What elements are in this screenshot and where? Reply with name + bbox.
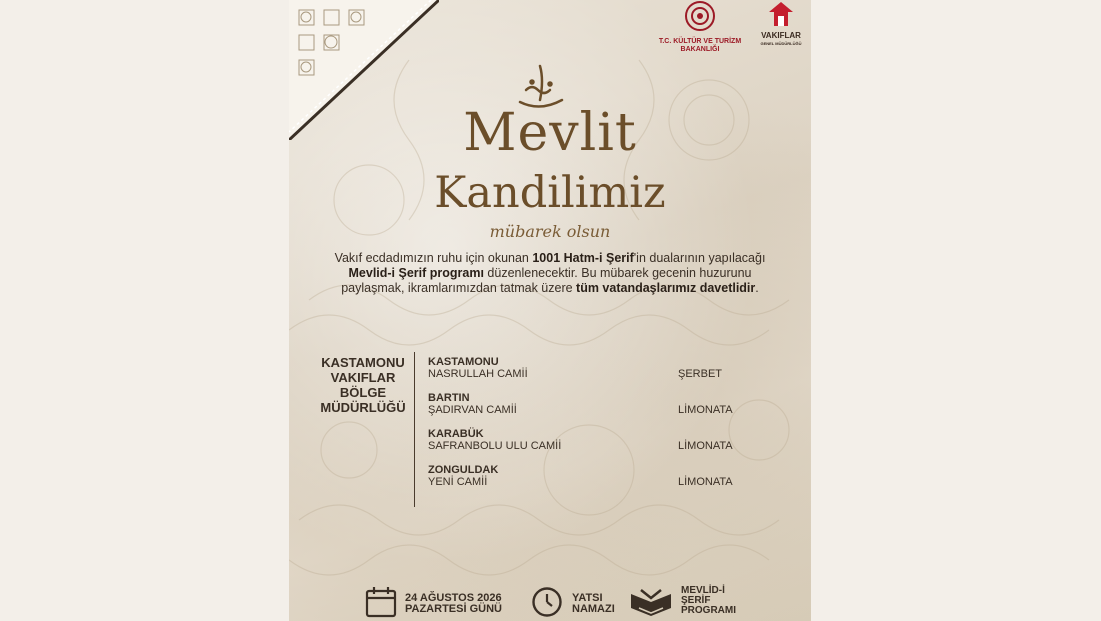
ministry-logo [654,0,746,55]
location-mosque: YENİ CAMİİ [428,476,488,488]
page-subtitle: mübarek olsun [489,222,611,241]
description-highlight: tüm vatandaşlarımız davetlidir [576,281,756,295]
date-text: 24 AĞUSTOS 2026 [405,592,502,604]
region-title [313,355,413,415]
time-text: NAMAZI [572,603,615,615]
event-program [681,586,736,616]
page-title: Mevlit [463,103,637,163]
event-poster [289,0,811,621]
page-title-line2: Kandilimiz [434,168,666,218]
description-highlight: Mevlid-i Şerif programı [348,266,484,280]
clock-icon [531,586,563,618]
location-city: BARTIN [428,392,470,404]
location-mosque: NASRULLAH CAMİİ [428,368,528,380]
program-text: MEVLİD-İ [681,585,725,596]
region-line: VAKIFLAR [330,370,396,385]
quran-book-icon [627,586,675,618]
location-city: ZONGULDAK [428,464,499,476]
description-text: düzenlenecektir. Bu mübarek gecenin huzurunu paylaşmak, ikramlarımızdan tatmak üzere [341,266,752,295]
vakiflar-name: VAKIFLAR [761,31,801,40]
location-row [428,428,768,453]
ministry-emblem-icon [680,0,720,34]
day-text: PAZARTESİ GÜNÜ [405,603,502,615]
vakiflar-emblem-icon [766,0,796,28]
region-line: KASTAMONU [321,355,405,370]
region-line: BÖLGE [339,385,387,400]
location-treat: LİMONATA [678,476,733,488]
location-row [428,392,768,417]
description-text: 'in dualarının yapılacağı [633,251,766,265]
location-treat: LİMONATA [678,404,733,416]
location-treat: LİMONATA [678,440,733,452]
description-highlight: 1001 Hatm-i Şerif [532,251,634,265]
event-time [572,593,615,615]
event-description [329,251,771,296]
location-city: KASTAMONU [428,356,499,368]
vakiflar-logo [757,0,805,55]
location-mosque: SAFRANBOLU ULU CAMİİ [428,440,562,452]
calendar-icon [365,586,397,618]
event-date [405,593,502,615]
description-text: . [755,281,759,295]
vakiflar-subtitle: GENEL MÜDÜRLÜĞÜ [760,41,802,46]
description-text: Vakıf ecdadımızın ruhu için okunan [334,251,533,265]
time-text: YATSI [572,592,603,604]
vertical-divider [414,352,415,507]
program-text: PROGRAMI [681,605,736,616]
location-row [428,356,768,381]
ministry-name: T.C. KÜLTÜR VE TURİZM BAKANLIĞI [658,38,742,53]
location-city: KARABÜK [428,428,484,440]
location-mosque: ŞADIRVAN CAMİİ [428,404,517,416]
region-line: MÜDÜRLÜĞÜ [320,400,406,415]
location-treat: ŞERBET [678,368,723,380]
program-text: ŞERİF [681,595,711,606]
location-row [428,464,768,489]
